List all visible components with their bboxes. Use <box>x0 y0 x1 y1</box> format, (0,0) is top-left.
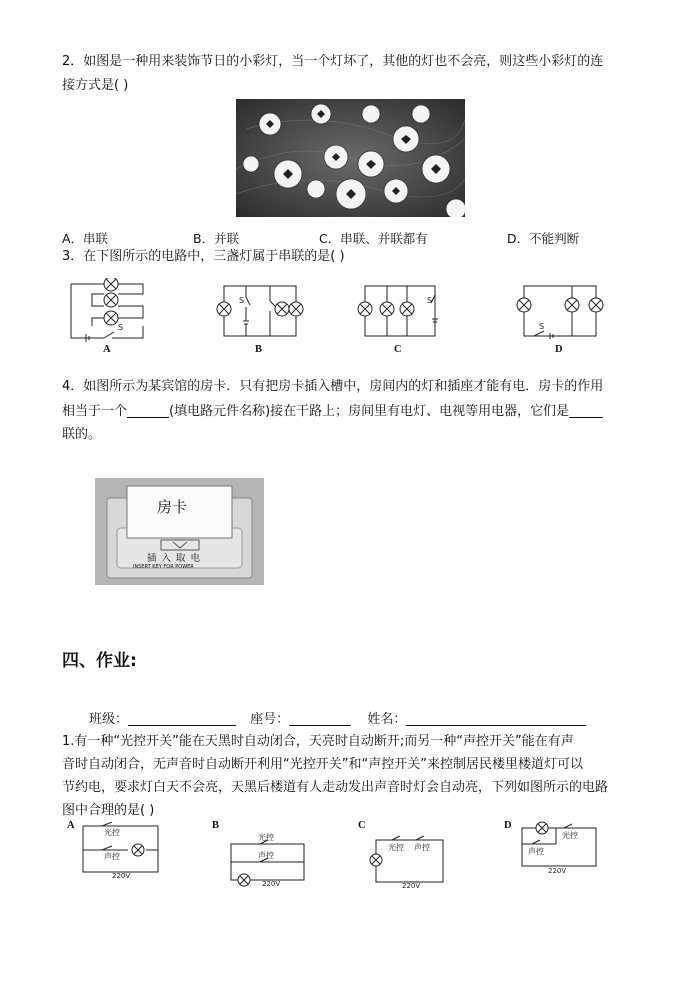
hw-a-sound-label: 声控 <box>104 852 120 861</box>
circuit-diagram-a <box>68 278 148 344</box>
hw-d-voltage-label: 220V <box>548 867 567 875</box>
q2-option-c: C．串联、并联都有 <box>319 231 428 246</box>
class-label: 班级： <box>89 712 129 727</box>
hw-circuit-diagram-c <box>368 830 448 890</box>
circuit-b-switch-label: S <box>239 296 245 305</box>
q4-text-line2 <box>62 400 603 424</box>
hw-circuit-diagram-b <box>228 830 308 890</box>
q2-option-d: D．不能判断 <box>507 231 580 246</box>
student-info-row <box>89 708 586 732</box>
hw-b-sound-label: 声控 <box>258 851 274 860</box>
circuit-diagram-d <box>514 283 606 341</box>
circuit-label-a: A <box>103 344 111 355</box>
seat-field[interactable] <box>289 711 351 726</box>
q4-text-line1: 4．如图所示为某宾馆的房卡．只有把房卡插入槽中，房间内的灯和插座才能有电．房卡的作用 <box>62 379 604 394</box>
hw-d-light-label: 光控 <box>562 831 578 840</box>
hw-b-voltage-label: 220V <box>262 880 281 888</box>
q4-line2-part1: 相当于一个 <box>62 404 128 419</box>
hw-c-voltage-label: 220V <box>402 882 421 890</box>
circuit-diagram-b <box>214 283 306 341</box>
q4-blank-1[interactable] <box>127 403 169 418</box>
q2-option-a: A．串联 <box>62 231 109 246</box>
room-card-photo <box>95 478 264 585</box>
class-field[interactable] <box>128 711 236 726</box>
hw1-text-line1: 1.有一种“光控开关”能在天黑时自动闭合，天亮时自动断开;而另一种“声控开关”能在有声 <box>62 734 574 749</box>
room-card-text: 房卡 <box>157 498 188 516</box>
hw-b-light-label: 光控 <box>258 833 274 842</box>
hw-circuit-label-b: B <box>212 820 220 831</box>
section-title: 四、作业: <box>62 651 137 671</box>
circuit-a-switch-label: S <box>118 323 124 332</box>
name-field[interactable] <box>406 711 586 726</box>
q4-blank-2[interactable] <box>569 403 603 418</box>
hw-circuit-label-a: A <box>67 820 75 831</box>
name-label: 姓名： <box>367 712 407 727</box>
hw-c-light-label: 光控 <box>388 843 404 852</box>
q2-text-line2: 接方式是( ) <box>62 78 129 93</box>
room-card-slot-subtext: INSERT KEY FOR POWER <box>133 564 194 570</box>
decorative-lights-photo <box>236 99 465 217</box>
hw1-text-line4: 图中合理的是( ) <box>62 803 155 818</box>
seat-label: 座号： <box>250 712 290 727</box>
q4-text-line3: 联的。 <box>62 427 102 442</box>
hw-circuit-diagram-d <box>516 818 600 876</box>
circuit-diagram-c <box>355 283 443 341</box>
q4-line2-part2: (填电路元件名称)接在干路上；房间里有电灯、电视等用电器，它们是 <box>169 404 570 419</box>
hw-circuit-diagram-a <box>80 822 164 880</box>
hw-c-sound-label: 声控 <box>414 843 430 852</box>
hw-d-sound-label: 声控 <box>528 847 544 856</box>
circuit-label-c: C <box>394 344 402 355</box>
room-card-slot-text: 插 入 取 电 <box>147 553 202 564</box>
circuit-label-d: D <box>555 344 563 355</box>
q2-text-line1: 2．如图是一种用来装饰节日的小彩灯，当一个灯坏了，其他的灯也不会亮，则这些小彩灯的连 <box>62 54 604 69</box>
hw1-text-line3: 节约电，要求灯白天不会亮，天黑后楼道有人走动发出声音时灯会自动亮，下列如图所示的电路 <box>62 780 609 795</box>
hw1-text-line2: 音时自动闭合，无声音时自动断开利用“光控开关”和“声控开关”来控制居民楼里楼道灯可以 <box>62 757 583 772</box>
hw-a-voltage-label: 220V <box>112 872 131 880</box>
hw-circuit-label-d: D <box>504 820 512 831</box>
circuit-label-b: B <box>255 344 263 355</box>
hw-a-light-label: 光控 <box>104 828 120 837</box>
q3-text: 3．在下图所示的电路中，三盏灯属于串联的是( ) <box>62 249 345 264</box>
circuit-d-switch-label: S <box>539 322 545 331</box>
q2-option-b: B．并联 <box>193 231 240 246</box>
hw-circuit-label-c: C <box>358 820 366 831</box>
circuit-c-switch-label: S <box>427 296 433 305</box>
